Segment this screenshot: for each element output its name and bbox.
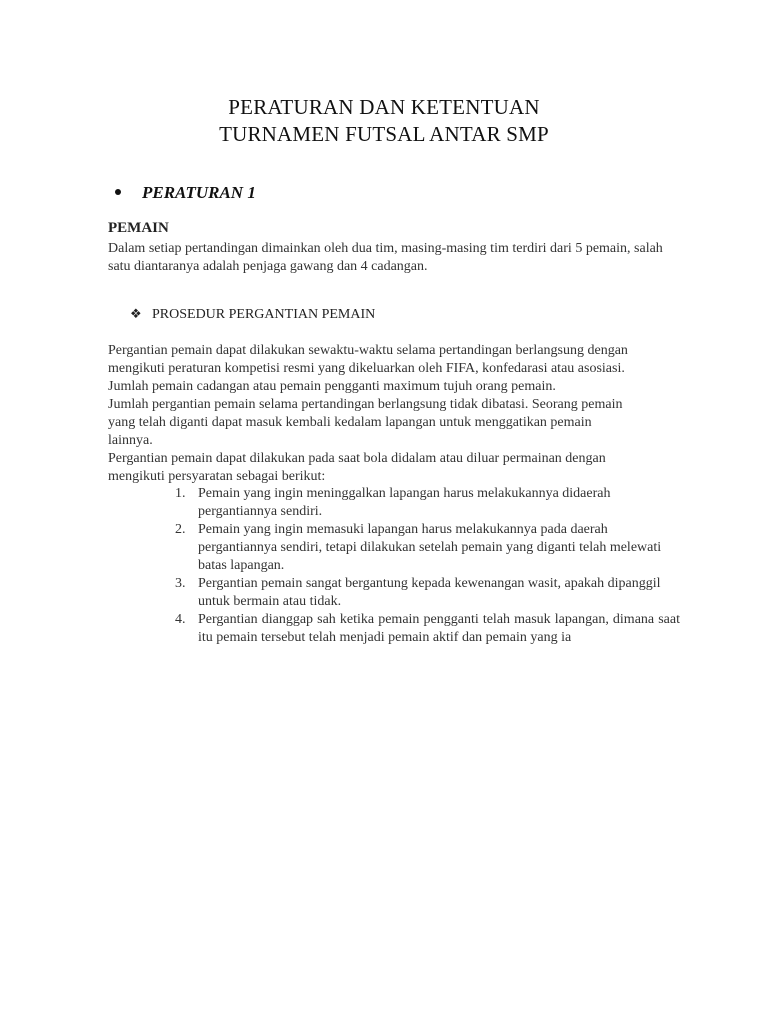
bullet-heading-text: PERATURAN 1 (142, 183, 256, 202)
bullet-dot-icon (115, 189, 121, 195)
list-item-text: Pemain yang ingin meninggalkan lapangan harus melakukannya didaerah pergantiannya sendiri. (198, 486, 611, 519)
paragraph-line: Jumlah pemain cadangan atau pemain pengganti maximum tujuh orang pemain. (108, 379, 556, 394)
list-item-text: Pemain yang ingin memasuki lapangan harus melakukannya pada daerah pergantiannya sendiri, tetapi dilakukan setelah pemain yang diganti telah melewati batas lapangan. (198, 522, 662, 573)
list-item (170, 575, 680, 611)
subheading-text: PROSEDUR PERGANTIAN PEMAIN (152, 307, 376, 322)
list-item (170, 485, 680, 521)
document-title-line-2: TURNAMEN FUTSAL ANTAR SMP (219, 122, 549, 146)
list-item-number: 2. (175, 522, 186, 537)
list-item-text: Pergantian dianggap sah ketika pemain pengganti telah masuk lapangan, dimana saat itu pemain tersebut telah menjadi pemain aktif dan pemain yang ia (198, 612, 680, 645)
paragraph-line: Pergantian pemain dapat dilakukan pada saat bola didalam atau diluar permainan dengan (108, 451, 606, 466)
paragraph-line: mengikuti peraturan kompetisi resmi yang dikeluarkan oleh FIFA, konfedarasi atau asosiasi. (108, 361, 625, 376)
subheading (130, 306, 375, 323)
list-item-number: 4. (175, 612, 186, 627)
list-item-text: Pergantian pemain sangat bergantung kepada kewenangan wasit, apakah dipanggil untuk bermain atau tidak. (198, 576, 661, 609)
paragraph-line: mengikuti persyaratan sebagai berikut: (108, 469, 326, 484)
list-item-number: 3. (175, 576, 186, 591)
paragraph-line: Jumlah pergantian pemain selama pertandingan berlangsung tidak dibatasi. Seorang pemain (108, 397, 623, 412)
numbered-list (170, 485, 680, 647)
paragraph-players: Dalam setiap pertandingan dimainkan oleh dua tim, masing-masing tim terdiri dari 5 pemain, salah satu diantaranya adalah penjaga gawang dan 4 cadangan. (108, 241, 663, 274)
document-title-line-1: PERATURAN DAN KETENTUAN (228, 95, 540, 119)
bullet-heading (115, 183, 256, 203)
paragraph-line: lainnya. (108, 433, 153, 448)
paragraph-substitution (108, 342, 678, 486)
section-heading: PEMAIN (108, 220, 169, 236)
list-item (170, 611, 680, 647)
diamond-bullet-icon: ❖ (130, 306, 142, 321)
list-item-number: 1. (175, 486, 186, 501)
paragraph-line: Pergantian pemain dapat dilakukan sewaktu-waktu selama pertandingan berlangsung dengan (108, 343, 628, 358)
paragraph-line: yang telah diganti dapat masuk kembali kedalam lapangan untuk menggatikan pemain (108, 415, 592, 430)
list-item (170, 521, 680, 575)
